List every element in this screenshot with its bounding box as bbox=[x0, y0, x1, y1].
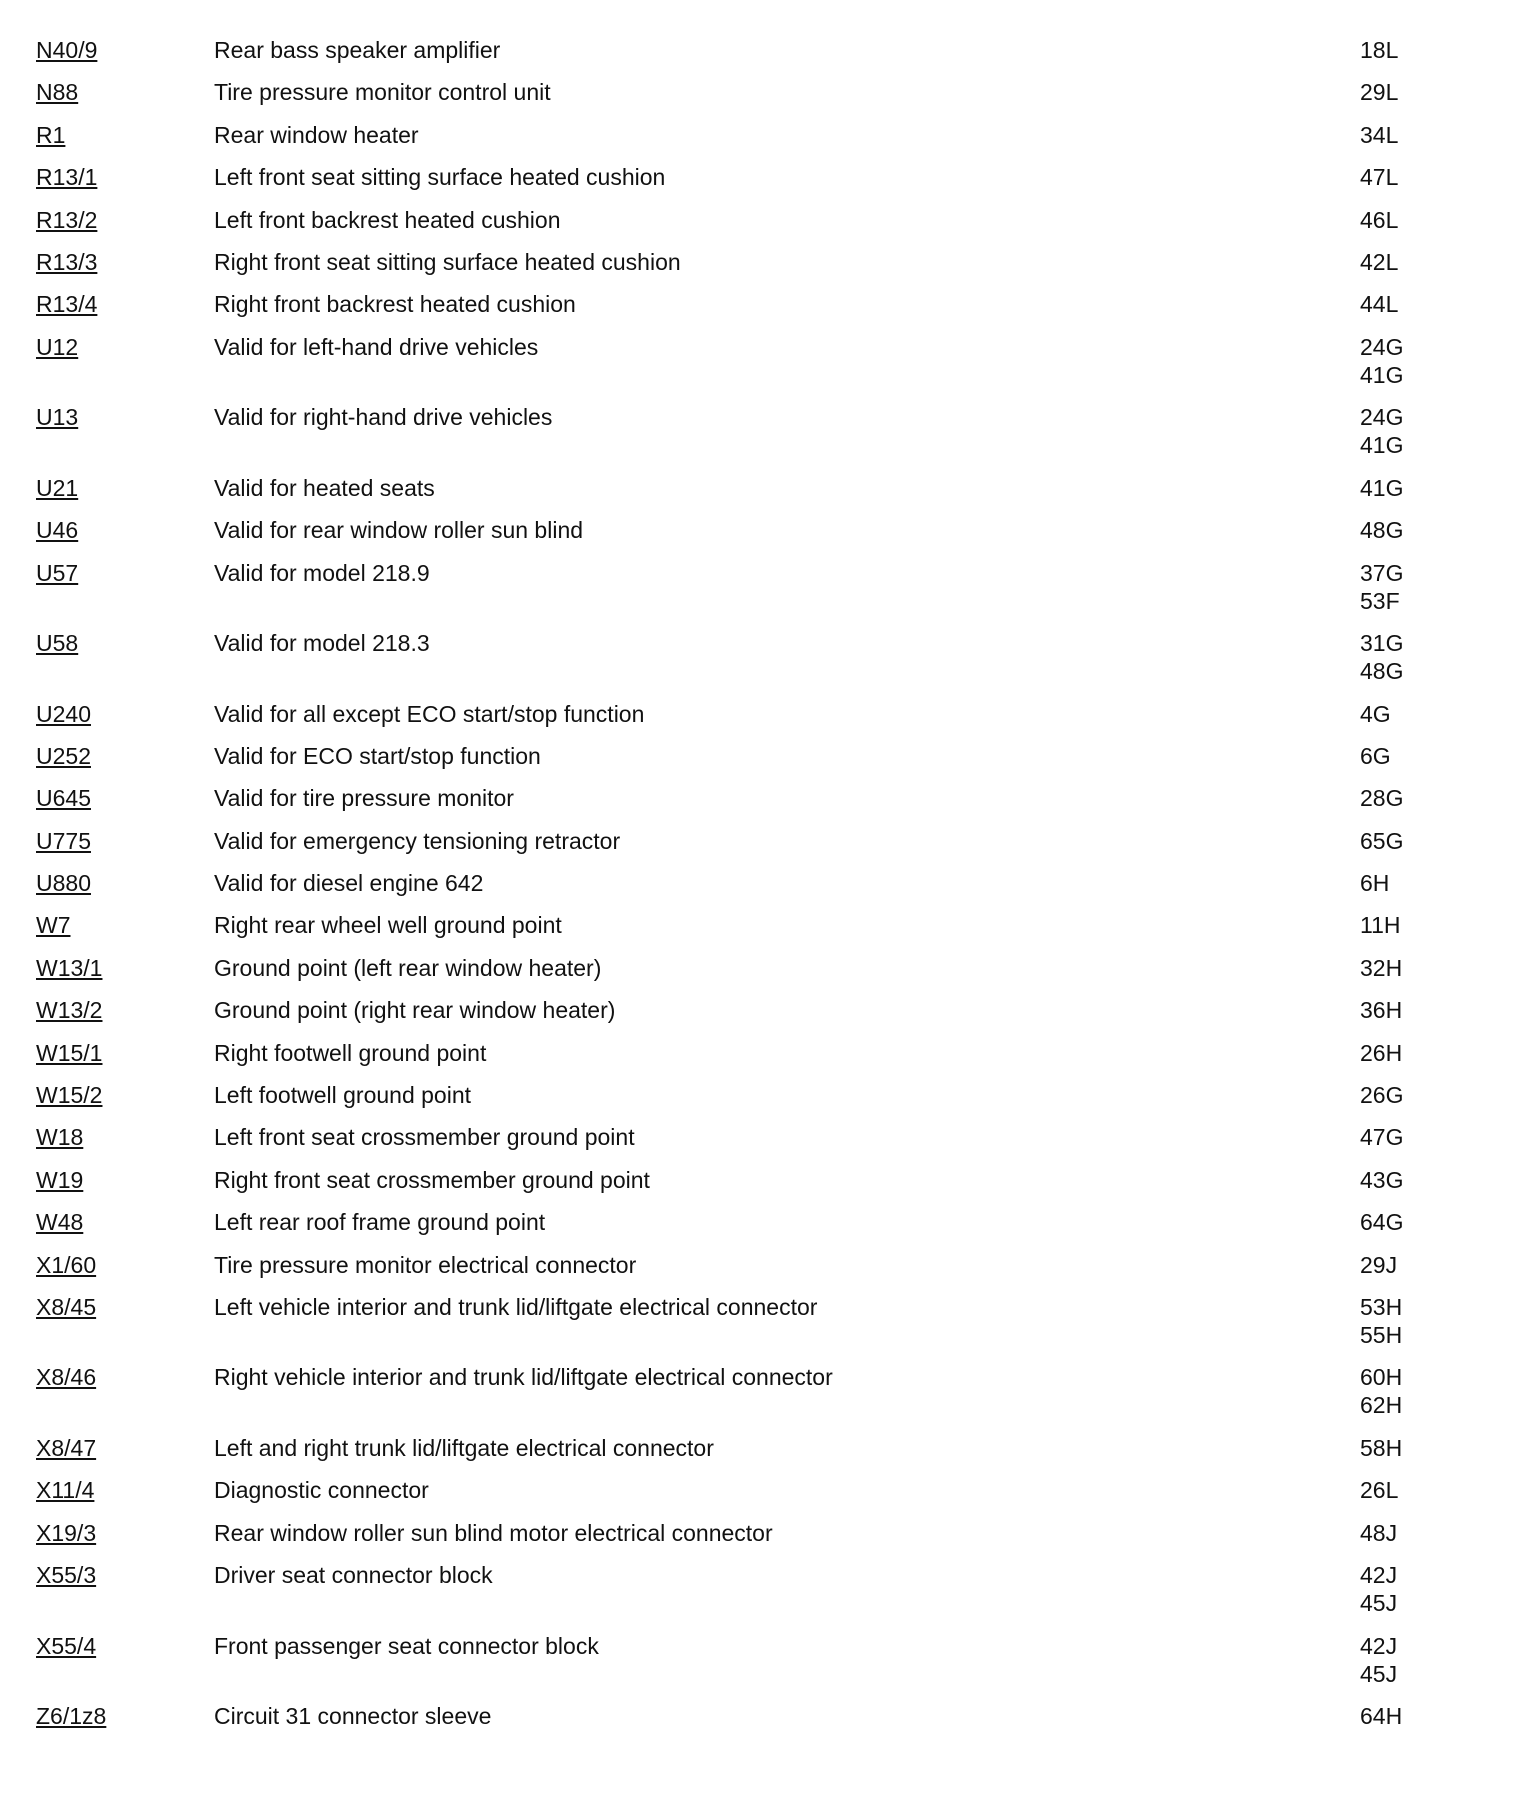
grid-references bbox=[1360, 1632, 1520, 1688]
component-code-link[interactable]: U240 bbox=[36, 700, 91, 727]
component-description: Right rear wheel well ground point bbox=[214, 912, 562, 939]
component-description: Left vehicle interior and trunk lid/liftgate electrical connector bbox=[214, 1293, 818, 1320]
component-code-link[interactable]: W15/1 bbox=[36, 1039, 103, 1066]
component-description: Valid for rear window roller sun blind bbox=[214, 517, 584, 544]
component-code-link[interactable]: R1 bbox=[36, 121, 66, 148]
component-description: Right front backrest heated cushion bbox=[214, 291, 576, 318]
component-description: Valid for heated seats bbox=[214, 474, 435, 501]
grid-references bbox=[1360, 629, 1520, 685]
component-code-link[interactable]: W13/1 bbox=[36, 954, 103, 981]
legend-row bbox=[0, 474, 1520, 516]
component-code-link[interactable]: X8/46 bbox=[36, 1364, 97, 1391]
legend-row bbox=[0, 827, 1520, 869]
legend-row bbox=[0, 121, 1520, 163]
component-code-link[interactable]: U252 bbox=[36, 742, 91, 769]
component-code-link[interactable]: U21 bbox=[36, 474, 79, 501]
component-description: Valid for ECO start/stop function bbox=[214, 742, 541, 769]
legend-row bbox=[0, 742, 1520, 784]
grid-references bbox=[1360, 1081, 1520, 1109]
component-description: Valid for right-hand drive vehicles bbox=[214, 404, 553, 431]
component-description: Diagnostic connector bbox=[214, 1477, 429, 1504]
legend-row bbox=[0, 869, 1520, 911]
legend-row bbox=[0, 784, 1520, 826]
component-code-link[interactable]: U880 bbox=[36, 870, 91, 897]
grid-references bbox=[1360, 474, 1520, 502]
component-description: Rear window heater bbox=[214, 121, 419, 148]
grid-reference: 48J bbox=[1360, 1519, 1398, 1546]
component-description: Left rear roof frame ground point bbox=[214, 1209, 546, 1236]
grid-reference: 64G bbox=[1360, 1209, 1404, 1236]
grid-references bbox=[1360, 1293, 1520, 1349]
component-description: Ground point (left rear window heater) bbox=[214, 954, 602, 981]
legend-row bbox=[0, 1293, 1520, 1364]
component-description: Valid for model 218.9 bbox=[214, 559, 430, 586]
component-description: Left and right trunk lid/liftgate electrical connector bbox=[214, 1434, 714, 1461]
component-code-link[interactable]: W7 bbox=[36, 912, 71, 939]
grid-reference: 28G bbox=[1360, 785, 1404, 812]
component-code-link[interactable]: W19 bbox=[36, 1166, 84, 1193]
grid-reference: 34L bbox=[1360, 121, 1399, 148]
grid-reference: 53F bbox=[1360, 587, 1400, 614]
grid-reference: 42L bbox=[1360, 248, 1399, 275]
grid-references bbox=[1360, 206, 1520, 234]
grid-reference: 29L bbox=[1360, 79, 1399, 106]
legend-row bbox=[0, 248, 1520, 290]
grid-reference: 6G bbox=[1360, 742, 1391, 769]
grid-references bbox=[1360, 1702, 1520, 1730]
component-code-link[interactable]: X19/3 bbox=[36, 1519, 97, 1546]
legend-row bbox=[0, 629, 1520, 700]
legend-row bbox=[0, 1081, 1520, 1123]
legend-row bbox=[0, 290, 1520, 332]
grid-reference: 48G bbox=[1360, 517, 1404, 544]
component-description: Valid for all except ECO start/stop function bbox=[214, 700, 645, 727]
grid-references bbox=[1360, 1166, 1520, 1194]
grid-reference: 4G bbox=[1360, 700, 1391, 727]
grid-reference: 11H bbox=[1360, 912, 1401, 939]
legend-row bbox=[0, 78, 1520, 120]
component-code-link[interactable]: W48 bbox=[36, 1209, 84, 1236]
component-code-link[interactable]: X8/47 bbox=[36, 1434, 97, 1461]
legend-row bbox=[0, 1123, 1520, 1165]
component-description: Valid for emergency tensioning retractor bbox=[214, 827, 621, 854]
legend-row bbox=[0, 911, 1520, 953]
grid-references bbox=[1360, 36, 1520, 64]
grid-references bbox=[1360, 248, 1520, 276]
grid-reference: 26H bbox=[1360, 1039, 1403, 1066]
grid-references bbox=[1360, 516, 1520, 544]
legend-row bbox=[0, 1434, 1520, 1476]
grid-reference: 46L bbox=[1360, 206, 1399, 233]
legend-row bbox=[0, 1476, 1520, 1518]
component-code-link[interactable]: X8/45 bbox=[36, 1293, 97, 1320]
component-code-link[interactable]: R13/2 bbox=[36, 206, 98, 233]
grid-reference: 29J bbox=[1360, 1251, 1398, 1278]
component-code-link[interactable]: U58 bbox=[36, 630, 79, 657]
grid-references bbox=[1360, 78, 1520, 106]
grid-reference: 31G bbox=[1360, 630, 1404, 657]
grid-references bbox=[1360, 1561, 1520, 1617]
grid-reference: 47L bbox=[1360, 164, 1399, 191]
component-code-link[interactable]: R13/4 bbox=[36, 291, 98, 318]
component-code-link[interactable]: X11/4 bbox=[36, 1477, 95, 1504]
legend-row bbox=[0, 1363, 1520, 1434]
legend-row bbox=[0, 333, 1520, 404]
component-code-link[interactable]: Z6/1z8 bbox=[36, 1703, 107, 1730]
legend-row bbox=[0, 1632, 1520, 1703]
component-code-link[interactable]: U645 bbox=[36, 785, 91, 812]
grid-reference: 41G bbox=[1360, 361, 1404, 388]
component-code-link[interactable]: N88 bbox=[36, 79, 79, 106]
component-description: Valid for left-hand drive vehicles bbox=[214, 333, 539, 360]
legend-row bbox=[0, 954, 1520, 996]
grid-references bbox=[1360, 1519, 1520, 1547]
grid-reference: 36H bbox=[1360, 997, 1403, 1024]
grid-reference: 6H bbox=[1360, 870, 1390, 897]
grid-reference: 45J bbox=[1360, 1590, 1398, 1617]
grid-references bbox=[1360, 996, 1520, 1024]
grid-reference: 37G bbox=[1360, 559, 1404, 586]
legend-row bbox=[0, 206, 1520, 248]
legend-row bbox=[0, 36, 1520, 78]
component-description: Left front seat crossmember ground point bbox=[214, 1124, 635, 1151]
component-description: Left front seat sitting surface heated cushion bbox=[214, 164, 666, 191]
grid-reference: 48G bbox=[1360, 658, 1404, 685]
grid-references bbox=[1360, 954, 1520, 982]
grid-reference: 62H bbox=[1360, 1392, 1403, 1419]
component-description: Right front seat crossmember ground point bbox=[214, 1166, 650, 1193]
component-code-link[interactable]: X1/60 bbox=[36, 1251, 97, 1278]
component-code-link[interactable]: U775 bbox=[36, 827, 91, 854]
grid-references bbox=[1360, 559, 1520, 615]
grid-references bbox=[1360, 1434, 1520, 1462]
grid-references bbox=[1360, 700, 1520, 728]
grid-reference: 44L bbox=[1360, 291, 1399, 318]
grid-reference: 53H bbox=[1360, 1293, 1403, 1320]
grid-references bbox=[1360, 333, 1520, 389]
grid-references bbox=[1360, 911, 1520, 939]
grid-reference: 60H bbox=[1360, 1364, 1403, 1391]
grid-reference: 45J bbox=[1360, 1660, 1398, 1687]
legend-row bbox=[0, 1561, 1520, 1632]
component-code-link[interactable]: U46 bbox=[36, 517, 79, 544]
grid-reference: 65G bbox=[1360, 827, 1404, 854]
legend-row bbox=[0, 1251, 1520, 1293]
grid-references bbox=[1360, 163, 1520, 191]
component-description: Right footwell ground point bbox=[214, 1039, 487, 1066]
grid-reference: 42J bbox=[1360, 1632, 1398, 1659]
legend-row bbox=[0, 516, 1520, 558]
component-description: Circuit 31 connector sleeve bbox=[214, 1703, 492, 1730]
legend-row bbox=[0, 559, 1520, 630]
component-description: Valid for model 218.3 bbox=[214, 630, 430, 657]
grid-reference: 42J bbox=[1360, 1562, 1398, 1589]
grid-references bbox=[1360, 1363, 1520, 1419]
grid-reference: 18L bbox=[1360, 37, 1399, 63]
component-code-link[interactable]: R13/3 bbox=[36, 248, 98, 275]
grid-references bbox=[1360, 869, 1520, 897]
grid-reference: 43G bbox=[1360, 1166, 1404, 1193]
legend-row bbox=[0, 1702, 1520, 1744]
legend-row bbox=[0, 1519, 1520, 1561]
component-description: Valid for diesel engine 642 bbox=[214, 870, 484, 897]
grid-references bbox=[1360, 1208, 1520, 1236]
component-description: Left footwell ground point bbox=[214, 1082, 472, 1109]
legend-row bbox=[0, 1039, 1520, 1081]
grid-references bbox=[1360, 403, 1520, 459]
legend-row bbox=[0, 163, 1520, 205]
component-code-link[interactable]: W15/2 bbox=[36, 1082, 103, 1109]
component-description: Valid for tire pressure monitor bbox=[214, 785, 514, 812]
component-code-link[interactable]: R13/1 bbox=[36, 164, 98, 191]
grid-reference: 26L bbox=[1360, 1477, 1399, 1504]
grid-reference: 47G bbox=[1360, 1124, 1404, 1151]
grid-references bbox=[1360, 1039, 1520, 1067]
component-description: Right front seat sitting surface heated cushion bbox=[214, 248, 681, 275]
grid-references bbox=[1360, 784, 1520, 812]
component-description: Rear bass speaker amplifier bbox=[214, 37, 501, 63]
grid-reference: 41G bbox=[1360, 474, 1404, 501]
component-description: Right vehicle interior and trunk lid/liftgate electrical connector bbox=[214, 1364, 833, 1391]
legend-row bbox=[0, 700, 1520, 742]
grid-reference: 24G bbox=[1360, 404, 1404, 431]
grid-reference: 41G bbox=[1360, 432, 1404, 459]
component-description: Rear window roller sun blind motor electrical connector bbox=[214, 1519, 773, 1546]
grid-references bbox=[1360, 1123, 1520, 1151]
grid-references bbox=[1360, 1251, 1520, 1279]
grid-reference: 55H bbox=[1360, 1321, 1403, 1348]
component-code-link[interactable]: W18 bbox=[36, 1124, 84, 1151]
grid-references bbox=[1360, 290, 1520, 318]
component-code-link[interactable]: U12 bbox=[36, 333, 79, 360]
component-code-link[interactable]: U57 bbox=[36, 559, 79, 586]
component-description: Tire pressure monitor electrical connector bbox=[214, 1251, 637, 1278]
grid-reference: 24G bbox=[1360, 333, 1404, 360]
grid-references bbox=[1360, 121, 1520, 149]
component-code-link[interactable]: X55/4 bbox=[36, 1632, 97, 1659]
component-code-link[interactable]: U13 bbox=[36, 404, 79, 431]
component-description: Ground point (right rear window heater) bbox=[214, 997, 616, 1024]
component-description: Left front backrest heated cushion bbox=[214, 206, 561, 233]
component-description: Front passenger seat connector block bbox=[214, 1632, 599, 1659]
legend-row bbox=[0, 996, 1520, 1038]
grid-reference: 32H bbox=[1360, 954, 1403, 981]
legend-row bbox=[0, 1208, 1520, 1250]
component-description: Tire pressure monitor control unit bbox=[214, 79, 551, 106]
grid-reference: 64H bbox=[1360, 1703, 1403, 1730]
legend-row bbox=[0, 1166, 1520, 1208]
grid-reference: 58H bbox=[1360, 1434, 1403, 1461]
grid-references bbox=[1360, 1476, 1520, 1504]
grid-reference: 26G bbox=[1360, 1082, 1404, 1109]
component-description: Driver seat connector block bbox=[214, 1562, 493, 1589]
component-code-link[interactable]: N40/9 bbox=[36, 37, 98, 63]
grid-references bbox=[1360, 742, 1520, 770]
component-code-link[interactable]: X55/3 bbox=[36, 1562, 97, 1589]
grid-references bbox=[1360, 827, 1520, 855]
legend-row bbox=[0, 403, 1520, 474]
component-code-link[interactable]: W13/2 bbox=[36, 997, 103, 1024]
